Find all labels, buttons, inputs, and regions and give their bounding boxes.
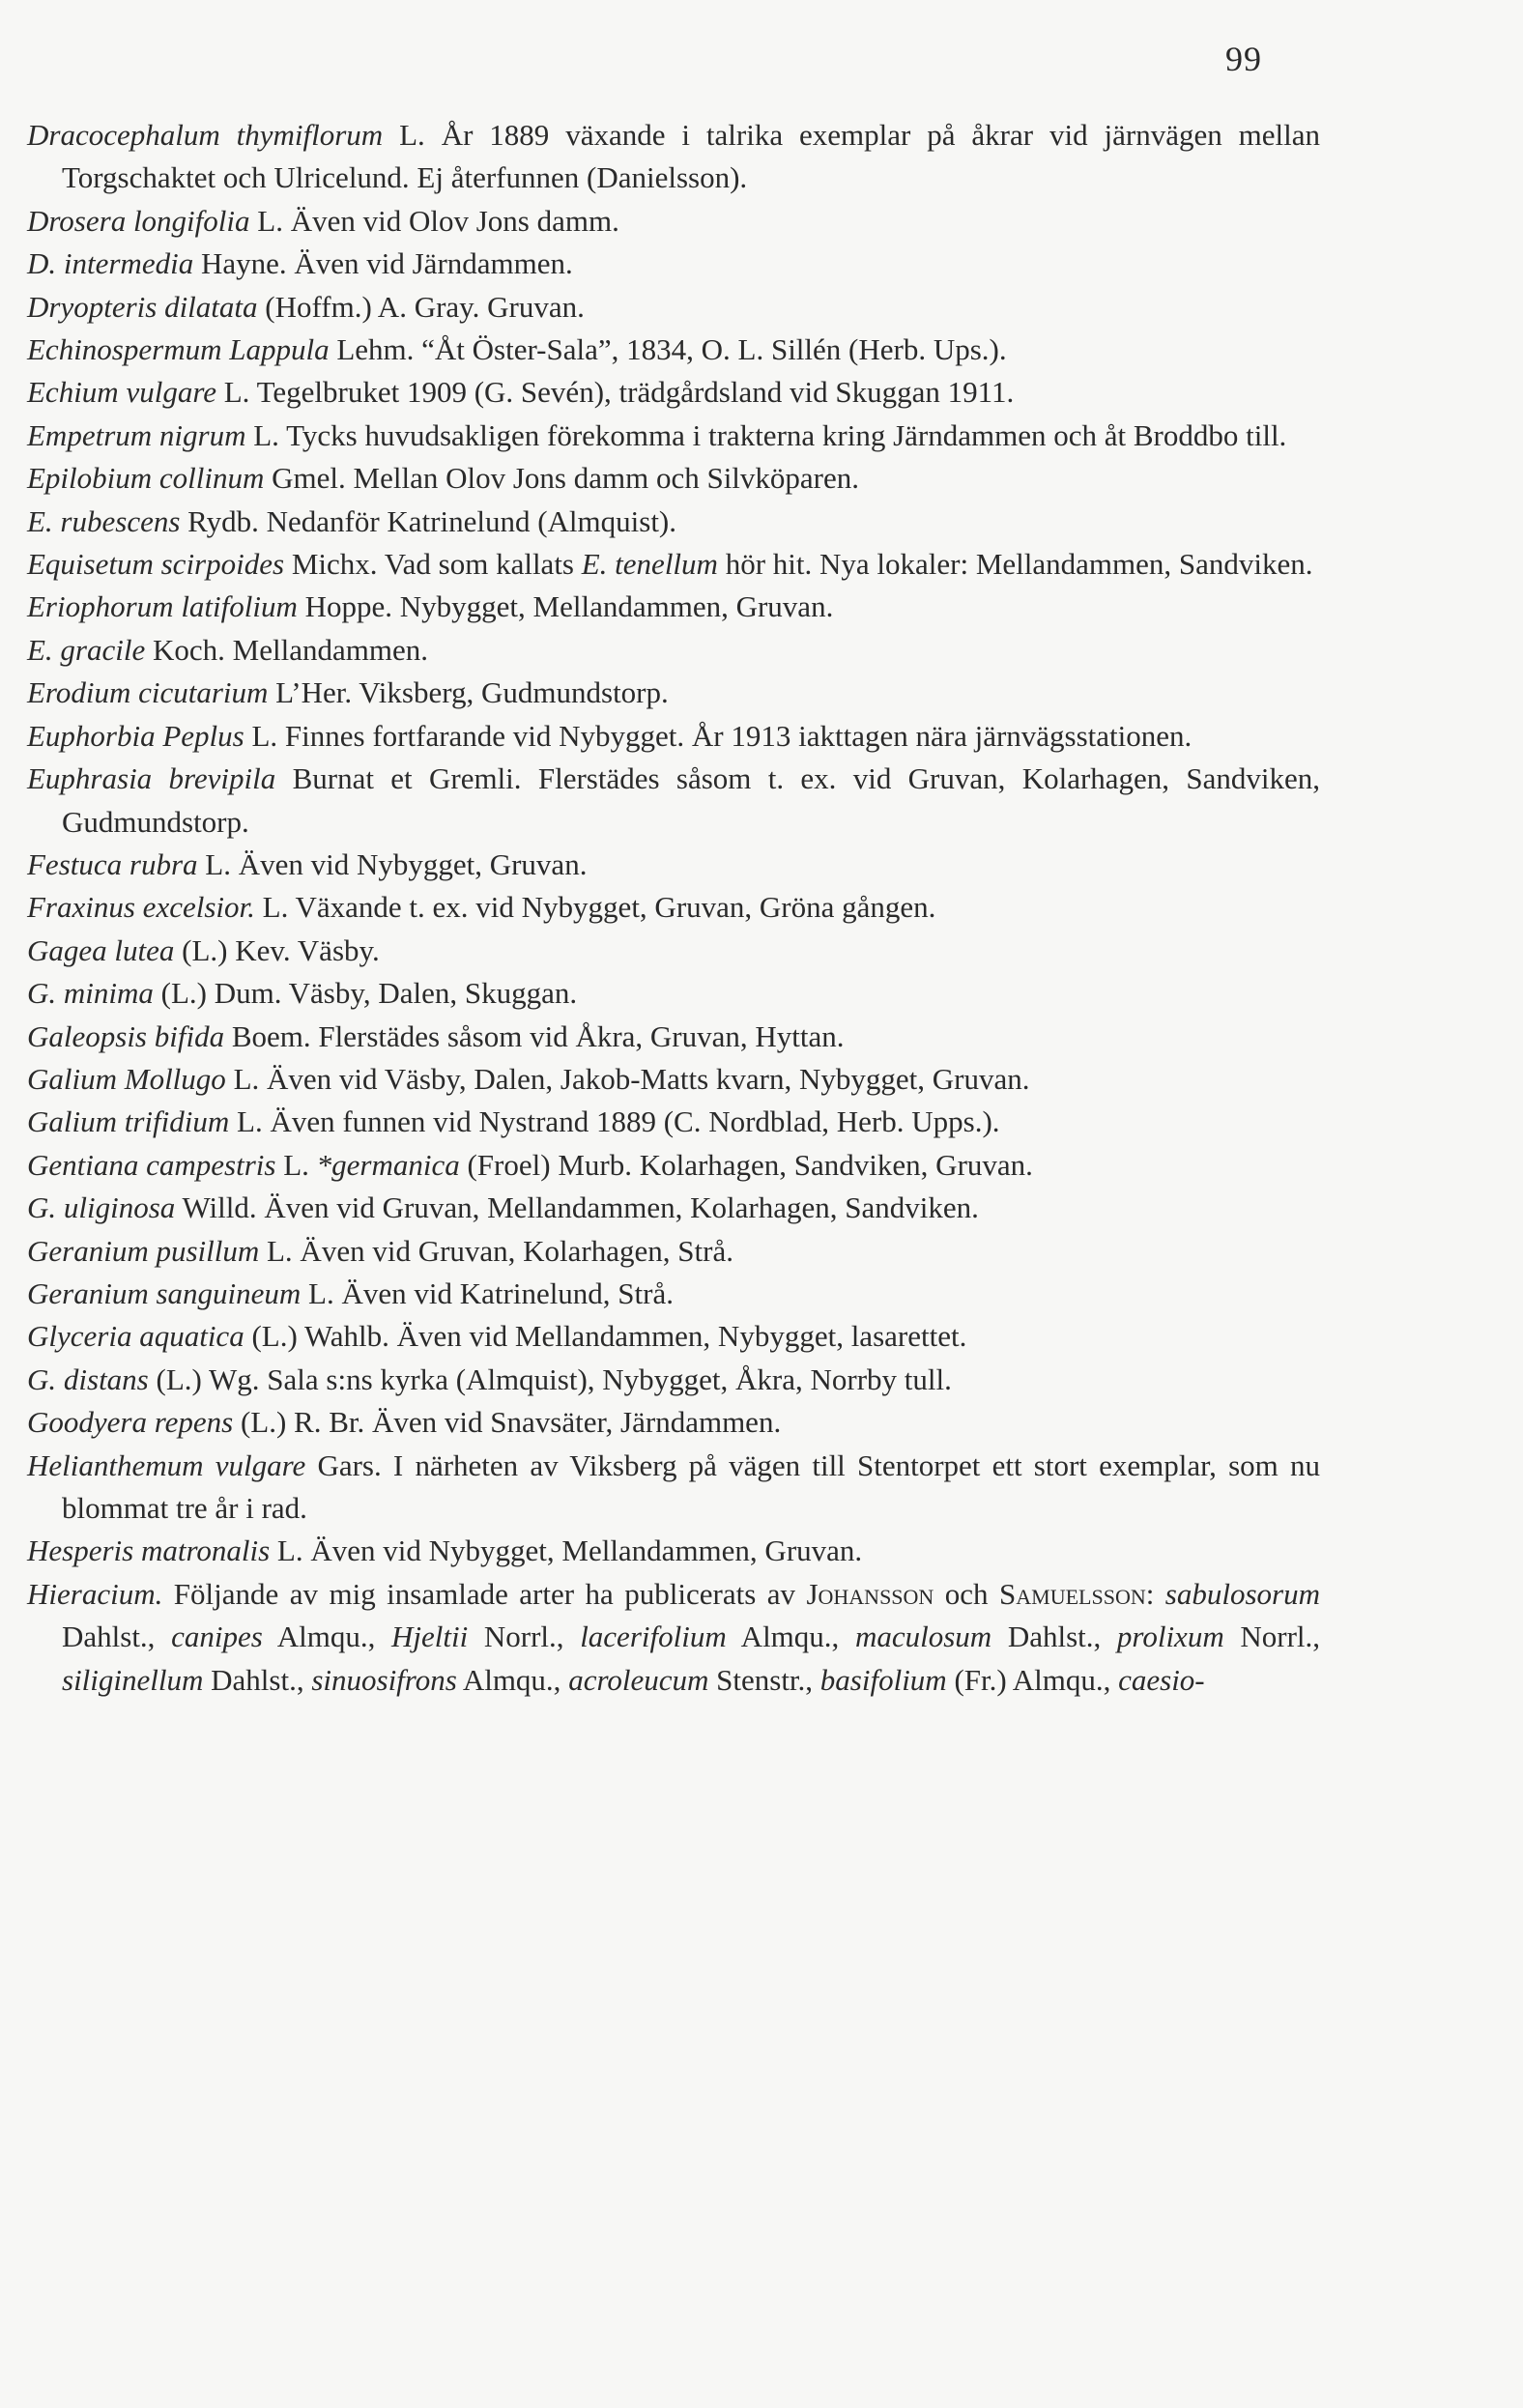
- species-name: canipes: [171, 1620, 263, 1654]
- species-name: Fraxinus excelsior.: [27, 890, 255, 925]
- entry-text: (L.) Kev. Väsby.: [174, 932, 380, 967]
- entry-text: (L.) Wahlb. Även vid Mellandammen, Nybygget, lasarettet.: [244, 1319, 967, 1354]
- species-entry: [27, 1144, 1320, 1187]
- species-name: Geranium sanguineum: [27, 1276, 302, 1310]
- species-name: Euphrasia brevipila: [27, 761, 276, 796]
- entry-text: L. Även vid Nybygget, Gruvan.: [197, 846, 588, 881]
- species-entry: [27, 501, 1320, 543]
- entry-text: (Hoffm.) A. Gray. Gruvan.: [257, 289, 585, 324]
- entry-text: Almqu.,: [262, 1620, 392, 1654]
- species-entry: [27, 200, 1320, 243]
- entry-text: L.: [275, 1147, 317, 1182]
- species-name: Helianthemum vulgare: [27, 1448, 306, 1482]
- species-entry: [27, 1359, 1320, 1401]
- species-name: Dracocephalum thymiflorum: [27, 118, 384, 152]
- species-entry: [27, 1058, 1320, 1101]
- species-entry: [27, 1573, 1320, 1702]
- entry-text: Lehm. “Åt Öster-Sala”, 1834, O. L. Sillén (Herb. Ups.).: [329, 332, 1007, 367]
- species-entry: [27, 886, 1320, 929]
- species-name: D. intermedia: [27, 246, 194, 281]
- species-name: acroleucum: [568, 1662, 709, 1697]
- species-name: prolixum: [1116, 1620, 1224, 1654]
- entry-text: L. Tycks huvudsakligen förekomma i trakterna kring Järndammen och åt Broddbo till.: [245, 417, 1287, 452]
- entry-text: (L.) Dum. Väsby, Dalen, Skuggan.: [153, 976, 578, 1011]
- species-entry: [27, 672, 1320, 714]
- entry-text: Dahlst.,: [203, 1662, 312, 1697]
- species-entry: [27, 1315, 1320, 1358]
- species-entry: [27, 1273, 1320, 1315]
- species-name: Hieracium.: [27, 1576, 163, 1611]
- entry-text: L. Även funnen vid Nystrand 1889 (C. Nordblad, Herb. Upps.).: [229, 1104, 1000, 1139]
- species-name: sinuosifrons: [311, 1662, 457, 1697]
- entry-text: L. Tegelbruket 1909 (G. Sevén), trädgårdsland vid Skuggan 1911.: [216, 375, 1015, 410]
- species-entry: [27, 415, 1320, 457]
- species-entry: [27, 243, 1320, 285]
- entry-text: L. Även vid Katrinelund, Strå.: [301, 1276, 674, 1310]
- species-name: Galeopsis bifida: [27, 1018, 225, 1053]
- entry-text: Koch. Mellandammen.: [145, 632, 428, 667]
- entry-text: Michx. Vad som kallats: [284, 547, 582, 582]
- entry-text: :: [1145, 1576, 1165, 1611]
- entry-text: Almqu.,: [726, 1620, 855, 1654]
- species-name: G. minima: [27, 976, 154, 1011]
- entry-text: Följande av mig insamlade arter ha publicerats av: [162, 1576, 807, 1611]
- species-name: Euphorbia Peplus: [27, 718, 244, 753]
- entry-text: L. Även vid Gruvan, Kolarhagen, Strå.: [259, 1233, 733, 1268]
- species-name: Galium trifidium: [27, 1104, 230, 1139]
- entry-text: Norrl.,: [1223, 1620, 1321, 1654]
- species-name: caesio-: [1118, 1662, 1205, 1697]
- species-name: Empetrum nigrum: [27, 417, 246, 452]
- species-name: Epilobium collinum: [27, 461, 265, 496]
- entry-list: [27, 114, 1320, 1702]
- entry-text: Willd. Även vid Gruvan, Mellandammen, Kolarhagen, Sandviken.: [175, 1190, 979, 1225]
- species-name: *germanica: [316, 1147, 460, 1182]
- entry-text: L’Her. Viksberg, Gudmundstorp.: [268, 675, 669, 710]
- species-name: E. rubescens: [27, 503, 181, 538]
- entry-text: L. Även vid Väsby, Dalen, Jakob-Matts kvarn, Nybygget, Gruvan.: [225, 1061, 1030, 1096]
- species-name: Drosera longifolia: [27, 203, 250, 238]
- species-entry: [27, 329, 1320, 371]
- species-entry: [27, 1530, 1320, 1572]
- species-entry: [27, 1187, 1320, 1229]
- species-entry: [27, 1016, 1320, 1058]
- entry-text: L. Även vid Olov Jons damm.: [249, 203, 619, 238]
- entry-text: Hoppe. Nybygget, Mellandammen, Gruvan.: [297, 589, 834, 624]
- entry-text: Gars. I närheten av Viksberg på vägen till Stentorpet ett stort exemplar, som nu blommat tre år i rad.: [62, 1448, 1320, 1525]
- entry-text: L. Även vid Nybygget, Mellandammen, Gruvan.: [270, 1534, 863, 1568]
- entry-text: (L.) Wg. Sala s:ns kyrka (Almquist), Nybygget, Åkra, Norrby tull.: [148, 1362, 952, 1396]
- species-entry: [27, 1401, 1320, 1444]
- species-entry: [27, 1230, 1320, 1273]
- species-entry: [27, 715, 1320, 758]
- entry-text: Boem. Flerstädes såsom vid Åkra, Gruvan, Hyttan.: [224, 1018, 845, 1053]
- species-name: Goodyera repens: [27, 1405, 234, 1440]
- entry-text: (L.) R. Br. Även vid Snavsäter, Järndammen.: [233, 1405, 782, 1440]
- species-name: maculosum: [854, 1620, 992, 1654]
- species-name: Geranium pusillum: [27, 1233, 260, 1268]
- species-name: Galium Mollugo: [27, 1061, 226, 1096]
- species-name: Eriophorum latifolium: [27, 589, 298, 624]
- entry-text: Norrl.,: [468, 1620, 581, 1654]
- species-name: Equisetum scirpoides: [27, 547, 285, 582]
- species-name: Echium vulgare: [27, 375, 216, 410]
- entry-text: och: [934, 1576, 1000, 1611]
- entry-text: (Froel) Murb. Kolarhagen, Sandviken, Gruvan.: [459, 1147, 1033, 1182]
- species-entry: [27, 586, 1320, 628]
- species-name: lacerifolium: [580, 1620, 727, 1654]
- author-name: Johansson: [806, 1576, 934, 1611]
- species-entry: [27, 457, 1320, 500]
- species-entry: [27, 286, 1320, 329]
- entry-text: Gmel. Mellan Olov Jons damm och Silvköparen.: [264, 461, 860, 496]
- species-entry: [27, 844, 1320, 886]
- species-entry: [27, 1101, 1320, 1143]
- species-entry: [27, 543, 1320, 586]
- species-name: Dryopteris dilatata: [27, 289, 258, 324]
- species-name: Gentiana campestris: [27, 1147, 276, 1182]
- page-number: 99: [1225, 40, 1262, 78]
- entry-text: L. Finnes fortfarande vid Nybygget. År 1913 iakttagen nära järnvägsstationen.: [244, 718, 1193, 753]
- species-name: Hesperis matronalis: [27, 1534, 271, 1568]
- species-name: G. uliginosa: [27, 1190, 176, 1225]
- species-entry: [27, 930, 1320, 972]
- entry-text: Almqu.,: [456, 1662, 569, 1697]
- entry-text: Hayne. Även vid Järndammen.: [193, 246, 573, 281]
- entry-text: L. År 1889 växande i talrika exemplar på åkrar vid järnvägen mellan Torgschaktet och Ulricelund. Ej återfunnen (Danielsson).: [62, 118, 1320, 195]
- species-entry: [27, 371, 1320, 414]
- species-name: basifolium: [819, 1662, 947, 1697]
- entry-text: Dahlst.,: [991, 1620, 1117, 1654]
- entry-text: (Fr.) Almqu.,: [946, 1662, 1119, 1697]
- entry-text: Rydb. Nedanför Katrinelund (Almquist).: [180, 503, 677, 538]
- entry-text: L. Växande t. ex. vid Nybygget, Gruvan, Gröna gången.: [254, 890, 936, 925]
- author-name: Samuelsson: [999, 1576, 1146, 1611]
- entry-text: Burnat et Gremli. Flerstädes såsom t. ex. vid Gruvan, Kolarhagen, Sandviken, Gudmundstorp.: [62, 761, 1320, 839]
- species-entry: [27, 629, 1320, 672]
- species-name: Hjeltii: [391, 1620, 469, 1654]
- entry-text: hör hit. Nya lokaler: Mellandammen, Sandviken.: [717, 547, 1313, 582]
- species-name: G. distans: [27, 1362, 149, 1396]
- entry-text: Stenstr.,: [708, 1662, 820, 1697]
- species-entry: [27, 1445, 1320, 1531]
- species-name: Echinospermum Lappula: [27, 332, 330, 367]
- species-entry: [27, 114, 1320, 200]
- species-name: E. gracile: [27, 632, 146, 667]
- entry-text: Dahlst.,: [62, 1620, 172, 1654]
- species-name: Gagea lutea: [27, 932, 175, 967]
- species-entry: [27, 972, 1320, 1015]
- species-name: E. tenellum: [581, 547, 718, 582]
- species-name: Festuca rubra: [27, 846, 198, 881]
- species-name: siliginellum: [62, 1662, 204, 1697]
- species-name: Erodium cicutarium: [27, 675, 269, 710]
- species-name: Glyceria aquatica: [27, 1319, 244, 1354]
- species-entry: [27, 758, 1320, 844]
- species-name: sabulosorum: [1164, 1576, 1320, 1611]
